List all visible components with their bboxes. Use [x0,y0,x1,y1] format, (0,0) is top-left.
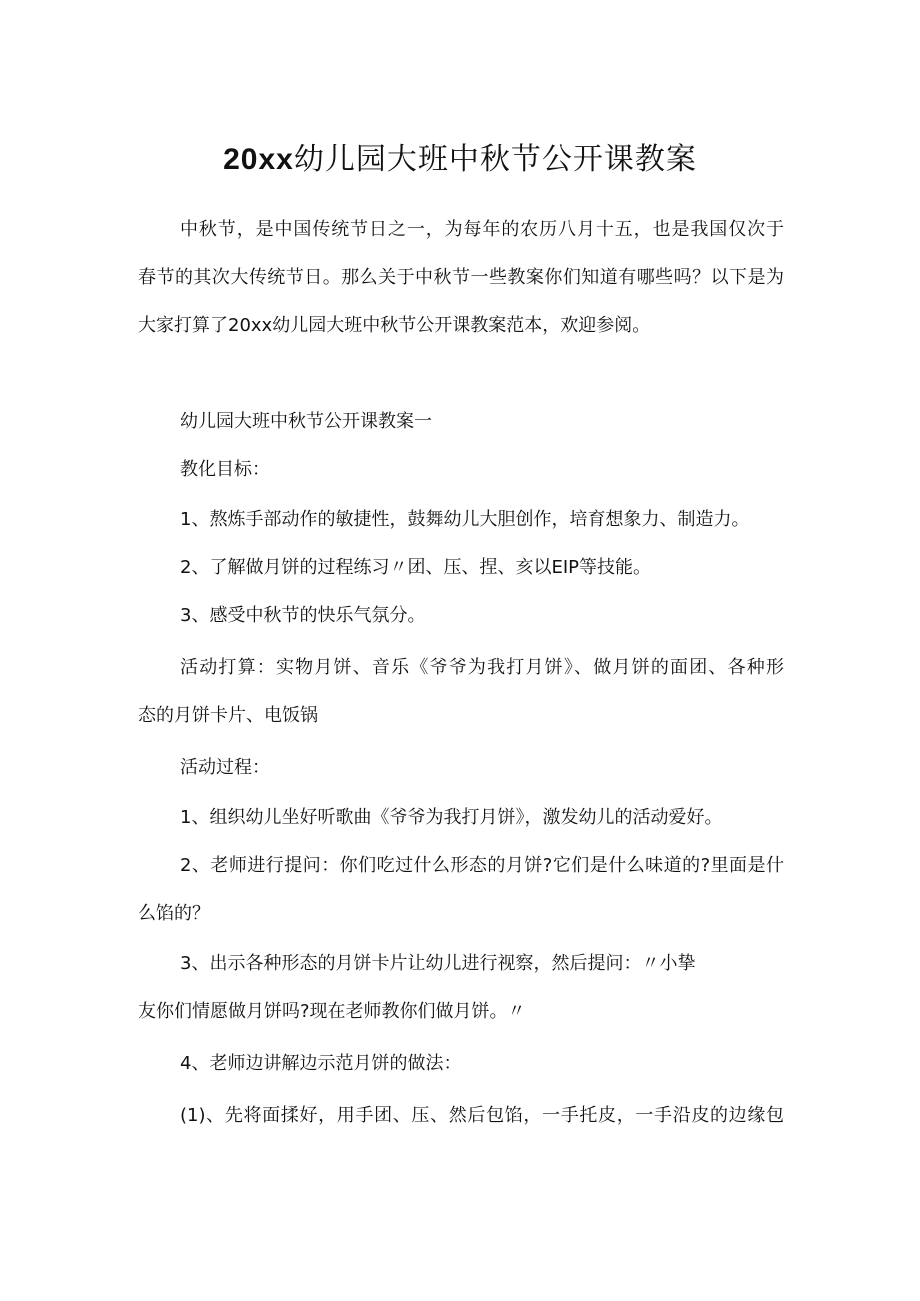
page-title [0,136,920,184]
goal-item-2: 2、了解做月饼的过程练习〃团、压、捏、亥以EIP等技能。 [180,557,651,578]
step-4: 4、老师边讲解边示范月饼的做法： [180,1053,462,1074]
step-3-line-2: 友你们情愿做月饼吗?现在老师教你们做月饼。〃 [138,1001,526,1022]
prep-line-1: 活动打算：实物月饼、音乐《爷爷为我打月饼》、做月饼的面团、各种形 [180,657,784,678]
goal-item-3: 3、感受中秋节的快乐气氛分。 [180,605,426,626]
step-2-line-2: 么馅的？ [138,903,210,924]
step-2-line-1: 2、老师进行提问：你们吃过什么形态的月饼?它们是什么味道的?里面是什 [180,855,784,876]
goal-item-1: 1、熬炼手部动作的敏捷性，鼓舞幼儿大胆创作，培育想象力、制造力。 [180,509,750,530]
step-3-line-1: 3、出示各种形态的月饼卡片让幼儿进行视察，然后提问：〃小挚 [180,953,696,974]
step-4-sub-1: (1)、先将面揉好，用手团、压、然后包馅，一手托皮，一手沿皮的边缘包 [180,1105,784,1126]
intro-line-2: 春节的其次大传统节日。那么关于中秋节一些教案你们知道有哪些吗？以下是为 [138,267,784,288]
intro-line-3: 大家打算了20xx幼儿园大班中秋节公开课教案范本，欢迎参阅。 [138,315,651,336]
title-year: 20xx [223,143,294,176]
title-text: 幼儿园大班中秋节公开课教案 [293,142,697,177]
goals-heading: 教化目标： [180,459,270,480]
section-title: 幼儿园大班中秋节公开课教案一 [180,411,432,432]
prep-line-2: 态的月饼卡片、电饭锅 [138,705,318,726]
intro-line-1: 中秋节，是中国传统节日之一，为每年的农历八月十五，也是我国仅次于 [180,219,784,240]
process-heading: 活动过程： [180,757,270,778]
step-1: 1、组织幼儿坐好听歌曲《爷爷为我打月饼》，激发幼儿的活动爱好。 [180,807,723,828]
